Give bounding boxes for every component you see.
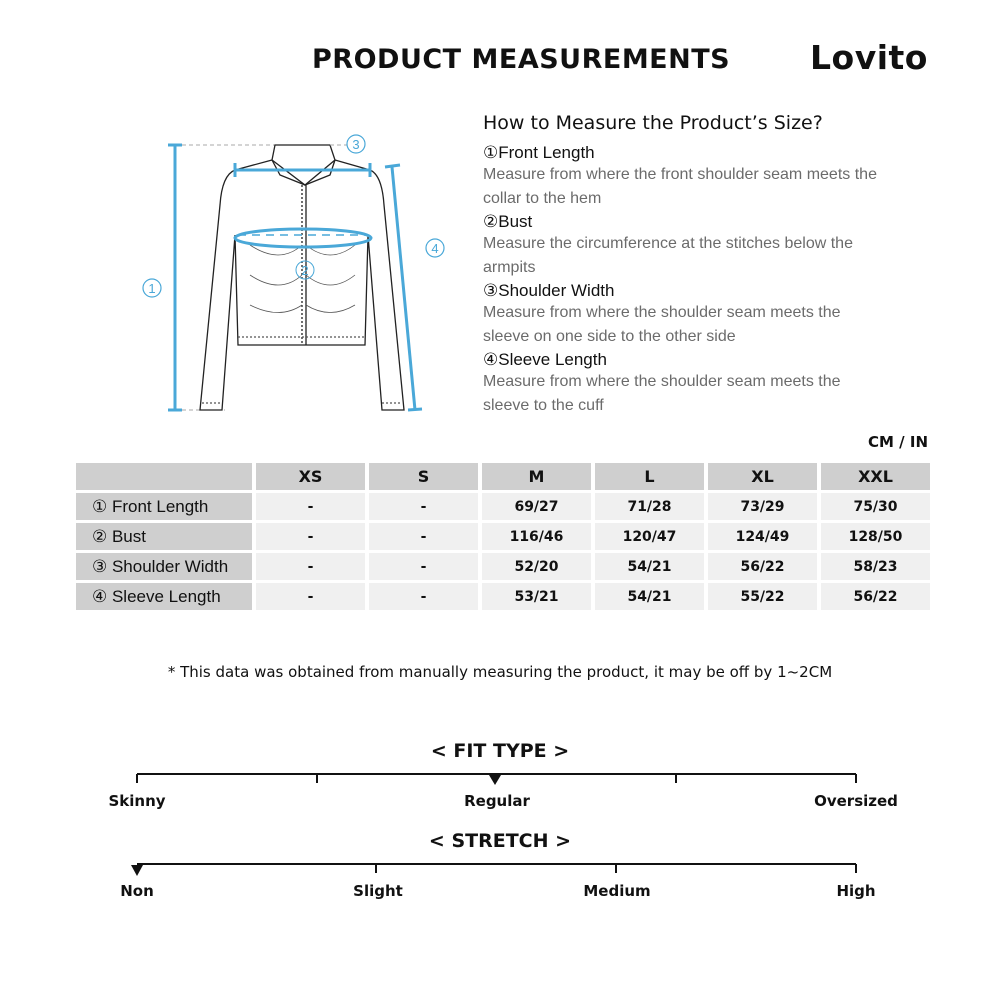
svg-text:3: 3 [352, 137, 360, 152]
fit-label-regular: Regular [464, 792, 530, 810]
measure-desc-line: sleeve to the cuff [483, 397, 604, 414]
measure-name: ③Shoulder Width [483, 281, 615, 300]
stretch-indicator [131, 865, 143, 876]
table-cell: 69/27 [482, 493, 591, 520]
measure-name: ②Bust [483, 212, 533, 231]
table-cell: 75/30 [821, 493, 930, 520]
stretch-title: < STRETCH > [428, 830, 572, 852]
size-header-xxl: XXL [821, 463, 930, 490]
table-cell: - [256, 583, 365, 610]
stretch-scale [137, 864, 856, 873]
unit-label: CM / IN [868, 433, 928, 451]
svg-text:2: 2 [301, 263, 309, 278]
size-header-xl: XL [708, 463, 817, 490]
size-header-s: S [369, 463, 478, 490]
stretch-label-slight: Slight [353, 882, 403, 900]
size-header-xs: XS [256, 463, 365, 490]
table-cell: 58/23 [821, 553, 930, 580]
measure-desc-line: Measure from where the shoulder seam meets the [483, 304, 841, 321]
table-cell: 116/46 [482, 523, 591, 550]
table-cell: 120/47 [595, 523, 704, 550]
fit-label-oversized: Oversized [814, 792, 898, 810]
measure-desc-line: Measure from where the front shoulder seam meets the [483, 166, 877, 183]
table-cell: 54/21 [595, 583, 704, 610]
table-cell: 53/21 [482, 583, 591, 610]
row-label: ② Bust [76, 523, 252, 550]
table-cell: - [369, 553, 478, 580]
svg-text:4: 4 [431, 241, 439, 256]
table-cell: 124/49 [708, 523, 817, 550]
measure-desc-line: sleeve on one side to the other side [483, 328, 736, 345]
how-to-title: How to Measure the Product’s Size? [483, 112, 823, 134]
table-cell: 56/22 [821, 583, 930, 610]
table-cell: - [369, 523, 478, 550]
page-title: PRODUCT MEASUREMENTS [312, 44, 731, 75]
row-label: ③ Shoulder Width [76, 553, 252, 580]
row-label: ① Front Length [76, 493, 252, 520]
measure-desc-line: armpits [483, 259, 536, 276]
table-cell: 71/28 [595, 493, 704, 520]
size-header-m: M [482, 463, 591, 490]
table-cell: - [369, 493, 478, 520]
table-cell: 55/22 [708, 583, 817, 610]
table-cell: 54/21 [595, 553, 704, 580]
measure-desc-line: Measure from where the shoulder seam meets the [483, 373, 841, 390]
table-cell: 128/50 [821, 523, 930, 550]
table-cell: - [369, 583, 478, 610]
measure-desc-line: collar to the hem [483, 190, 602, 207]
table-cell: - [256, 523, 365, 550]
stretch-label-medium: Medium [583, 882, 651, 900]
measure-desc-line: Measure the circumference at the stitches below the [483, 235, 853, 252]
measurement-note: * This data was obtained from manually measuring the product, it may be off by 1~2CM [167, 663, 833, 681]
stretch-label-high: High [836, 882, 876, 900]
brand-logo: Lovito [810, 38, 928, 77]
table-cell: 73/29 [708, 493, 817, 520]
fit-type-title: < FIT TYPE > [430, 740, 570, 762]
table-cell: - [256, 553, 365, 580]
row-label: ④ Sleeve Length [76, 583, 252, 610]
table-cell: - [256, 493, 365, 520]
fit-label-skinny: Skinny [108, 792, 166, 810]
measure-name: ①Front Length [483, 143, 595, 162]
measure-name: ④Sleeve Length [483, 350, 607, 369]
stretch-label-non: Non [120, 882, 154, 900]
svg-text:1: 1 [148, 281, 156, 296]
table-cell: 52/20 [482, 553, 591, 580]
fit-type-indicator [489, 775, 501, 785]
table-cell: 56/22 [708, 553, 817, 580]
size-header-l: L [595, 463, 704, 490]
